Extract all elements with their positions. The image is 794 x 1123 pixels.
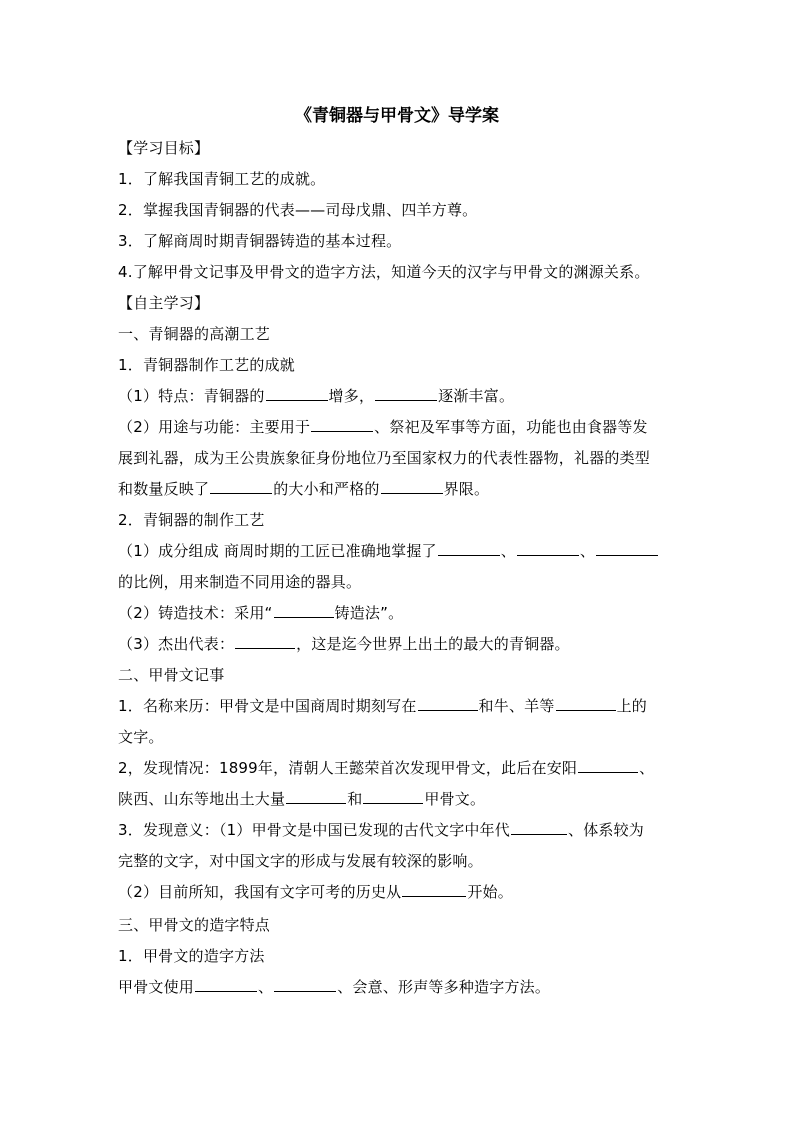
answer-blank[interactable]: [195, 977, 257, 992]
question-text: （1）成分组成 商周时期的工匠已准确地掌握了: [118, 542, 437, 560]
question-text: （2）目前所知，我国有文字可考的历史从: [118, 883, 402, 901]
question-text: 和数量反映了: [118, 480, 210, 498]
question-text: 、会意、形声等多种造字方法。: [337, 978, 551, 996]
question-line: [118, 416, 688, 438]
objective-item: 4.了解甲骨文记事及甲骨文的造字方法，知道今天的汉字与甲骨文的渊源关系。: [118, 263, 650, 281]
question-line: 展到礼器，成为王公贵族象征身份地位乃至国家权力的代表性器物，礼器的类型: [118, 449, 651, 467]
section-heading: 二、甲骨文记事: [118, 666, 225, 684]
question-text: 、: [258, 978, 274, 996]
question-text: 和牛、羊等: [478, 697, 555, 715]
question-text: （2）用途与功能：主要用于: [118, 418, 311, 436]
question-line: [118, 540, 688, 562]
question-line: [118, 788, 688, 810]
question-text: （2）铸造技术：采用“: [118, 604, 273, 622]
answer-blank[interactable]: [596, 541, 658, 556]
question-text: 陕西、山东等地出土大量: [118, 790, 286, 808]
answer-blank[interactable]: [556, 696, 616, 711]
question-text: 甲骨文使用: [118, 978, 195, 996]
question-line: [118, 819, 688, 841]
question-line: [118, 385, 688, 407]
question-line: [118, 478, 688, 500]
question-text: ，这是迄今世界上出土的最大的青铜器。: [296, 635, 570, 653]
question-text: 2，发现情况：1899年，清朝人王懿荣首次发现甲骨文，此后在安阳: [118, 759, 578, 777]
section-heading: 三、甲骨文的造字特点: [118, 916, 271, 934]
answer-blank[interactable]: [381, 479, 443, 494]
question-text: 逐渐丰富。: [438, 387, 515, 405]
answer-blank[interactable]: [266, 386, 328, 401]
question-line: [118, 633, 688, 655]
answer-blank[interactable]: [402, 882, 466, 897]
subsection-heading: 1．甲骨文的造字方法: [118, 947, 265, 965]
separator: 、: [579, 542, 596, 560]
answer-blank[interactable]: [311, 417, 373, 432]
question-text: 和: [347, 790, 363, 808]
subsection-heading: 2．青铜器的制作工艺: [118, 511, 265, 529]
question-line: [118, 757, 688, 779]
answer-blank[interactable]: [363, 789, 423, 804]
question-text: 、体系较为: [568, 821, 645, 839]
objective-item: 1．了解我国青铜工艺的成就。: [118, 170, 326, 188]
answer-blank[interactable]: [438, 541, 500, 556]
self-study-heading: 【自主学习】: [118, 294, 210, 312]
question-text: （3）杰出代表：: [118, 635, 235, 653]
question-line: [118, 602, 688, 624]
question-text: 上的: [616, 697, 647, 715]
question-text: 、: [639, 759, 655, 777]
section-heading: 一、青铜器的高潮工艺: [118, 325, 271, 343]
question-line: 完整的文字，对中国文字的形成与发展有较深的影响。: [118, 852, 483, 870]
question-text: （1）特点：青铜器的: [118, 387, 265, 405]
answer-blank[interactable]: [235, 634, 295, 649]
question-text: 、祭祀及军事等方面，功能也由食器等发: [374, 418, 648, 436]
question-line: 文字。: [118, 728, 164, 746]
answer-blank[interactable]: [375, 386, 437, 401]
question-text: 3．发现意义：（1）甲骨文是中国已发现的古代文字中年代: [118, 821, 510, 839]
question-text: 界限。: [443, 480, 490, 498]
page-title: 《青铜器与甲骨文》导学案: [295, 106, 499, 126]
subsection-heading: 1．青铜器制作工艺的成就: [118, 356, 295, 374]
question-line: 的比例，用来制造不同用途的器具。: [118, 573, 362, 591]
answer-blank[interactable]: [286, 789, 346, 804]
question-line: [118, 976, 688, 998]
answer-blank[interactable]: [274, 603, 334, 618]
question-text: 的大小和严格的: [273, 480, 380, 498]
answer-blank[interactable]: [418, 696, 478, 711]
answer-blank[interactable]: [517, 541, 579, 556]
question-text: 1．名称来历：甲骨文是中国商周时期刻写在: [118, 697, 417, 715]
question-text: 铸造法”。: [334, 604, 404, 622]
separator: 、: [500, 542, 516, 560]
objective-item: 3．了解商周时期青铜器铸造的基本过程。: [118, 232, 402, 250]
question-line: [118, 695, 688, 717]
question-text: 增多，: [328, 387, 375, 405]
question-text: 甲骨文。: [424, 790, 486, 808]
answer-blank[interactable]: [578, 758, 638, 773]
question-text: 开始。: [467, 883, 513, 901]
answer-blank[interactable]: [274, 977, 336, 992]
question-line: [118, 881, 688, 903]
objective-item: 2．掌握我国青铜器的代表——司母戊鼎、四羊方尊。: [118, 201, 478, 219]
answer-blank[interactable]: [210, 479, 272, 494]
objectives-heading: 【学习目标】: [118, 139, 210, 157]
answer-blank[interactable]: [511, 820, 567, 835]
